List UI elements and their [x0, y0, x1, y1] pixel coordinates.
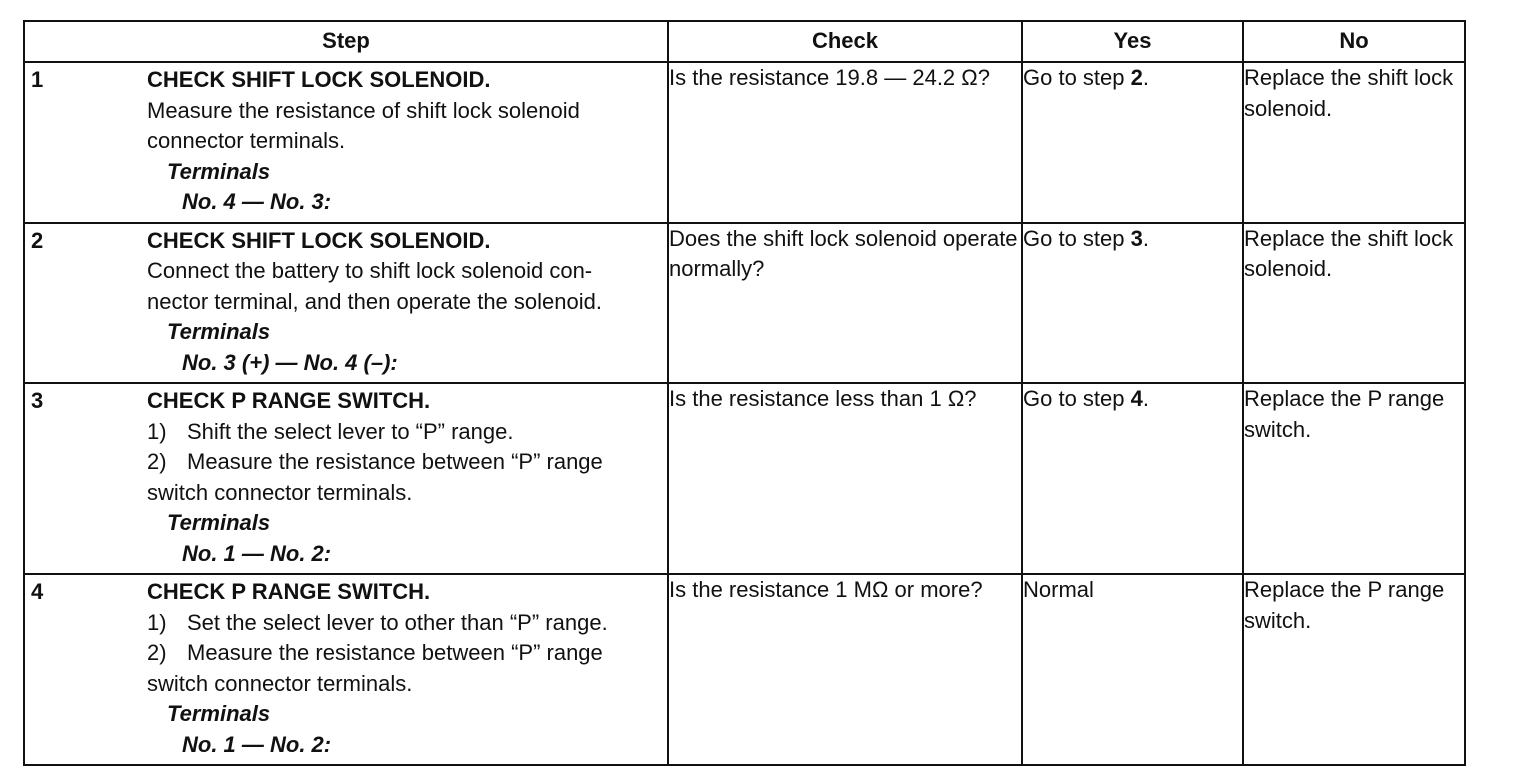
- no-cell: Replace the shift lock solenoid.: [1243, 62, 1465, 223]
- sub-step-continuation: switch connector terminals.: [147, 670, 413, 696]
- yes-prefix: Go to step: [1023, 225, 1131, 251]
- sub-step-number: 1): [147, 418, 167, 444]
- table-header-row: [24, 21, 1465, 62]
- no-cell: Replace the P range switch.: [1243, 574, 1465, 765]
- sub-step-number: 1): [147, 609, 167, 635]
- sub-step-text: Measure the resistance between “P” range: [187, 449, 603, 474]
- yes-step-number: 2: [1130, 65, 1143, 90]
- yes-cell: Normal: [1022, 574, 1243, 765]
- yes-suffix: .: [1142, 386, 1149, 411]
- step-number: 1: [31, 67, 44, 92]
- yes-cell: [1022, 62, 1243, 223]
- step-title: CHECK P RANGE SWITCH.: [147, 579, 431, 604]
- terminals-value: No. 3 (+) — No. 4 (–):: [182, 349, 398, 375]
- table-row: [24, 62, 1465, 223]
- diagnostic-table: [23, 20, 1466, 766]
- step-body: [147, 575, 667, 764]
- step-description-line: nector terminal, and then operate the solenoid.: [147, 288, 602, 314]
- table-row: [24, 574, 1465, 765]
- step-description-line: Connect the battery to shift lock solenoid con-: [147, 258, 593, 283]
- sub-step: [147, 608, 663, 639]
- check-cell: Is the resistance 19.8 — 24.2 Ω?: [668, 62, 1022, 223]
- yes-step-number: 4: [1130, 386, 1143, 411]
- header-no: No: [1243, 21, 1465, 62]
- yes-suffix: .: [1142, 65, 1149, 90]
- check-cell: Is the resistance less than 1 Ω?: [668, 383, 1022, 574]
- yes-cell: [1022, 223, 1243, 384]
- step-title: CHECK P RANGE SWITCH.: [147, 388, 431, 413]
- step-cell: [24, 223, 668, 384]
- step-description: Measure the resistance of shift lock solenoid connector terminals.: [147, 97, 580, 153]
- check-cell: Does the shift lock solenoid operate normally?: [668, 223, 1022, 384]
- sub-step-text: Measure the resistance between “P” range: [187, 640, 603, 665]
- terminals-label: Terminals: [167, 701, 271, 726]
- header-check: Check: [668, 21, 1022, 62]
- terminals-label: Terminals: [167, 319, 271, 344]
- step-number: 2: [31, 227, 44, 253]
- terminals-value: No. 1 — No. 2:: [182, 731, 332, 757]
- terminals-label: Terminals: [167, 158, 271, 184]
- step-title: CHECK SHIFT LOCK SOLENOID.: [147, 67, 491, 92]
- sub-step-text: Shift the select lever to “P” range.: [187, 418, 514, 444]
- step-cell: [24, 574, 668, 765]
- sub-step: [147, 638, 663, 669]
- table-row: [24, 383, 1465, 574]
- step-title: CHECK SHIFT LOCK SOLENOID.: [147, 227, 491, 253]
- no-cell: Replace the P range switch.: [1243, 383, 1465, 574]
- header-yes: Yes: [1022, 21, 1243, 62]
- sub-step-continuation: switch connector terminals.: [147, 479, 413, 505]
- sub-step: [147, 417, 663, 448]
- yes-prefix: Go to step: [1023, 65, 1131, 90]
- sub-step-text: Set the select lever to other than “P” range.: [187, 609, 608, 635]
- no-cell: Replace the shift lock solenoid.: [1243, 223, 1465, 384]
- yes-step-number: 3: [1130, 225, 1143, 251]
- step-cell: [24, 62, 668, 223]
- step-number: 4: [31, 579, 44, 604]
- terminals-value: No. 1 — No. 2:: [182, 540, 332, 566]
- sub-step: [147, 447, 663, 478]
- step-body: [147, 384, 667, 573]
- sub-step-number: 2): [147, 640, 167, 665]
- check-cell: Is the resistance 1 MΩ or more?: [668, 574, 1022, 765]
- table-row: [24, 223, 1465, 384]
- yes-cell: [1022, 383, 1243, 574]
- step-cell: [24, 383, 668, 574]
- yes-suffix: .: [1142, 225, 1149, 251]
- header-step: Step: [24, 21, 668, 62]
- step-body: [147, 224, 667, 383]
- sub-step-number: 2): [147, 449, 167, 474]
- terminals-label: Terminals: [167, 510, 271, 535]
- step-number: 3: [31, 388, 44, 413]
- terminals-value: No. 4 — No. 3:: [182, 189, 332, 214]
- yes-prefix: Go to step: [1023, 386, 1131, 411]
- step-body: [147, 63, 667, 222]
